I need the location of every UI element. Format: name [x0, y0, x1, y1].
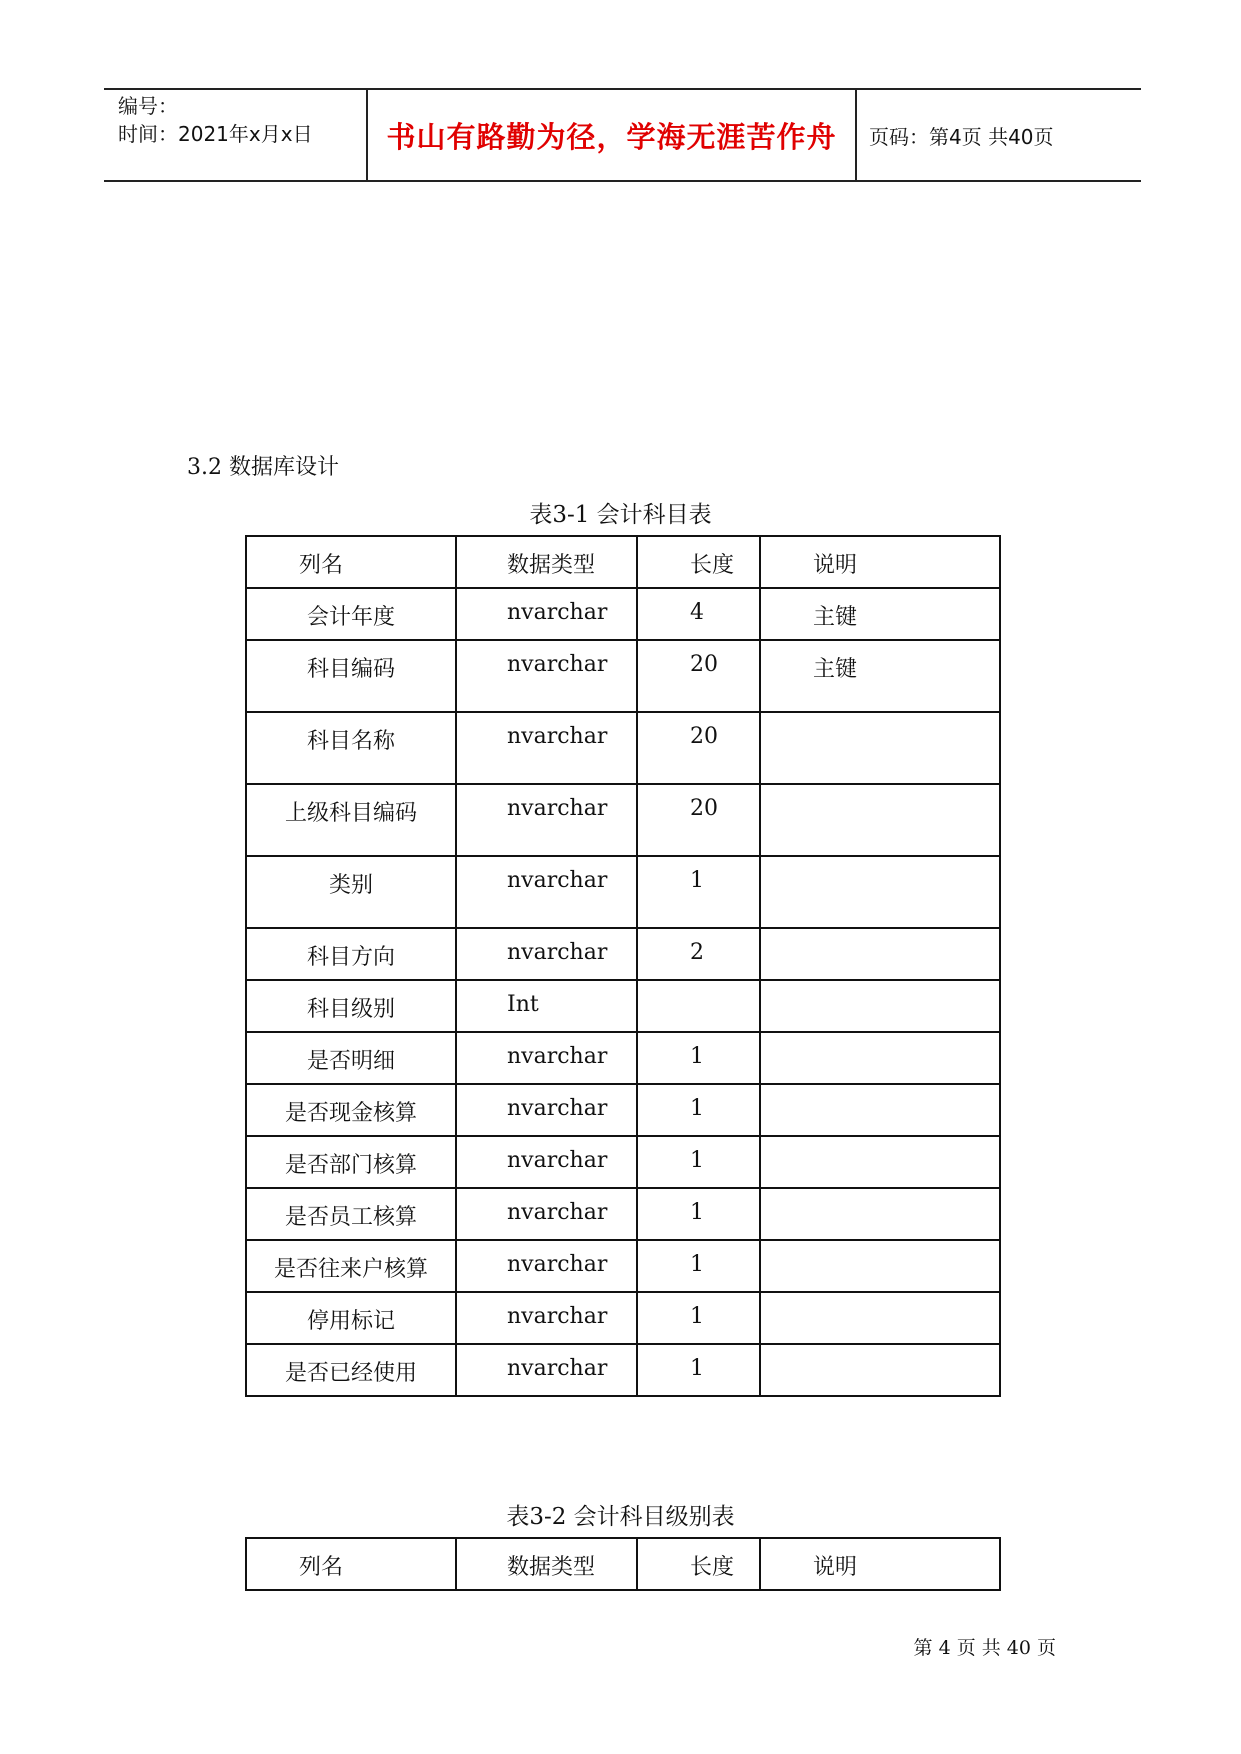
- header-cell-data-type: [456, 1538, 637, 1590]
- cell-text: nvarchar: [507, 796, 608, 821]
- cell-data-type: [456, 980, 637, 1032]
- cell-text: 1: [690, 868, 704, 893]
- cell-data-type: [456, 1188, 637, 1240]
- cell-text: 数据类型: [507, 1555, 596, 1580]
- account-subject-table: [245, 535, 1001, 1397]
- account-subject-row: [246, 640, 1000, 712]
- cell-description: [760, 856, 1000, 928]
- cell-description: [760, 1032, 1000, 1084]
- cell-data-type: [456, 1240, 637, 1292]
- header-cell-data-type: [456, 536, 637, 588]
- cell-text: 20: [690, 724, 718, 749]
- table2-caption: 表3-2 会计科目级别表: [506, 1504, 735, 1530]
- account-subject-row: [246, 588, 1000, 640]
- header-time-label: 时间：2021年x月x日: [118, 122, 313, 146]
- cell-description: [760, 640, 1000, 712]
- header-meta: [104, 90, 368, 180]
- subject-level-header-row: [246, 1538, 1000, 1590]
- cell-text: 4: [690, 600, 704, 625]
- cell-text: 长度: [690, 1555, 735, 1580]
- header-motto: 书山有路勤为径，学海无涯苦作舟: [368, 90, 857, 180]
- cell-text: 类别: [328, 873, 373, 898]
- cell-description: [760, 712, 1000, 784]
- cell-text: nvarchar: [507, 1252, 608, 1277]
- cell-text: 是否现金核算: [284, 1101, 417, 1126]
- cell-text: Int: [507, 992, 539, 1017]
- cell-description: [760, 1136, 1000, 1188]
- cell-description: [760, 784, 1000, 856]
- account-subject-row: [246, 1032, 1000, 1084]
- cell-data-type: [456, 588, 637, 640]
- cell-data-type: [456, 640, 637, 712]
- cell-text: nvarchar: [507, 1304, 608, 1329]
- account-subject-row: [246, 1136, 1000, 1188]
- cell-text: 是否部门核算: [284, 1153, 417, 1178]
- cell-length: [637, 1188, 760, 1240]
- cell-text: [761, 1189, 999, 1200]
- header-number-label: 编号：: [118, 94, 178, 118]
- cell-text: 1: [690, 1044, 704, 1069]
- cell-text: 1: [690, 1148, 704, 1173]
- cell-text: 停用标记: [306, 1309, 395, 1334]
- cell-text: 数据类型: [507, 553, 596, 578]
- cell-text: 1: [690, 1200, 704, 1225]
- account-subject-row: [246, 928, 1000, 980]
- cell-data-type: [456, 1032, 637, 1084]
- cell-text: 科目名称: [306, 729, 395, 754]
- section-title: 3.2 数据库设计: [187, 455, 339, 480]
- cell-text: [761, 713, 999, 724]
- cell-column-name: [246, 1032, 456, 1084]
- cell-column-name: [246, 588, 456, 640]
- account-subject-row: [246, 784, 1000, 856]
- cell-data-type: [456, 784, 637, 856]
- subject-level-table-body: [246, 1538, 1000, 1590]
- account-subject-row: [246, 1084, 1000, 1136]
- cell-length: [637, 640, 760, 712]
- cell-column-name: [246, 1136, 456, 1188]
- cell-text: 说明: [813, 1555, 858, 1580]
- cell-text: 会计年度: [306, 605, 395, 630]
- cell-data-type: [456, 1084, 637, 1136]
- cell-data-type: [456, 1344, 637, 1396]
- cell-text: 科目编码: [306, 657, 395, 682]
- cell-length: [637, 1292, 760, 1344]
- header-cell-length: [637, 1538, 760, 1590]
- cell-column-name: [246, 712, 456, 784]
- cell-data-type: [456, 712, 637, 784]
- cell-length: [637, 980, 760, 1032]
- cell-length: [637, 1240, 760, 1292]
- cell-text: nvarchar: [507, 724, 608, 749]
- header-cell-description: [760, 1538, 1000, 1590]
- header-page-label: 页码：第4页 共40页: [869, 124, 1054, 149]
- cell-text: nvarchar: [507, 940, 608, 965]
- cell-column-name: [246, 1292, 456, 1344]
- account-subject-row: [246, 856, 1000, 928]
- cell-text: 20: [690, 652, 718, 677]
- cell-text: 是否明细: [306, 1049, 395, 1074]
- cell-length: [637, 1136, 760, 1188]
- cell-description: [760, 1188, 1000, 1240]
- cell-text: [761, 1241, 999, 1252]
- cell-text: [761, 1033, 999, 1044]
- cell-column-name: [246, 1084, 456, 1136]
- cell-description: [760, 588, 1000, 640]
- cell-length: [637, 1032, 760, 1084]
- cell-text: 列名: [299, 553, 344, 578]
- cell-description: [760, 1344, 1000, 1396]
- cell-text: nvarchar: [507, 1148, 608, 1173]
- cell-text: [761, 1085, 999, 1096]
- cell-text: 主键: [813, 657, 858, 682]
- cell-text: nvarchar: [507, 1356, 608, 1381]
- cell-text: 说明: [813, 553, 858, 578]
- account-subject-row: [246, 1188, 1000, 1240]
- cell-text: [761, 1293, 999, 1304]
- cell-column-name: [246, 640, 456, 712]
- cell-description: [760, 980, 1000, 1032]
- account-subject-row: [246, 980, 1000, 1032]
- cell-text: 1: [690, 1356, 704, 1381]
- cell-text: 长度: [690, 553, 735, 578]
- account-subject-header-row: [246, 536, 1000, 588]
- cell-text: nvarchar: [507, 652, 608, 677]
- cell-text: nvarchar: [507, 1200, 608, 1225]
- cell-description: [760, 1240, 1000, 1292]
- cell-column-name: [246, 928, 456, 980]
- header-cell-column-name: [246, 1538, 456, 1590]
- table1-caption: 表3-1 会计科目表: [529, 502, 712, 528]
- cell-text: 主键: [813, 605, 858, 630]
- cell-text: [761, 857, 999, 868]
- cell-text: [638, 981, 759, 992]
- cell-text: 列名: [299, 1555, 344, 1580]
- page-header: [104, 88, 1141, 182]
- cell-description: [760, 928, 1000, 980]
- header-cell-length: [637, 536, 760, 588]
- cell-description: [760, 1292, 1000, 1344]
- cell-data-type: [456, 1136, 637, 1188]
- cell-text: 1: [690, 1252, 704, 1277]
- cell-text: 科目级别: [306, 997, 395, 1022]
- cell-length: [637, 712, 760, 784]
- account-subject-row: [246, 1240, 1000, 1292]
- cell-length: [637, 588, 760, 640]
- cell-text: [761, 929, 999, 940]
- cell-text: 2: [690, 940, 704, 965]
- cell-text: 科目方向: [306, 945, 395, 970]
- cell-data-type: [456, 928, 637, 980]
- cell-description: [760, 1084, 1000, 1136]
- header-cell-description: [760, 536, 1000, 588]
- cell-text: [761, 1345, 999, 1356]
- cell-text: [761, 1137, 999, 1148]
- cell-text: 是否已经使用: [284, 1361, 417, 1386]
- account-subject-table-body: [246, 536, 1000, 1396]
- cell-text: [761, 785, 999, 796]
- cell-text: nvarchar: [507, 1044, 608, 1069]
- cell-length: [637, 784, 760, 856]
- cell-column-name: [246, 1344, 456, 1396]
- cell-length: [637, 1344, 760, 1396]
- cell-text: nvarchar: [507, 868, 608, 893]
- cell-column-name: [246, 784, 456, 856]
- header-cell-column-name: [246, 536, 456, 588]
- cell-length: [637, 1084, 760, 1136]
- cell-column-name: [246, 1240, 456, 1292]
- cell-text: 上级科目编码: [284, 801, 417, 826]
- cell-data-type: [456, 1292, 637, 1344]
- subject-level-table: [245, 1537, 1001, 1591]
- cell-text: 1: [690, 1304, 704, 1329]
- cell-text: nvarchar: [507, 600, 608, 625]
- account-subject-row: [246, 712, 1000, 784]
- cell-column-name: [246, 980, 456, 1032]
- cell-text: 1: [690, 1096, 704, 1121]
- page-footer: 第 4 页 共 40 页: [913, 1637, 1056, 1659]
- cell-text: 是否往来户核算: [273, 1257, 428, 1282]
- account-subject-row: [246, 1344, 1000, 1396]
- cell-column-name: [246, 856, 456, 928]
- cell-text: nvarchar: [507, 1096, 608, 1121]
- cell-column-name: [246, 1188, 456, 1240]
- account-subject-row: [246, 1292, 1000, 1344]
- cell-length: [637, 928, 760, 980]
- cell-text: 是否员工核算: [284, 1205, 417, 1230]
- cell-data-type: [456, 856, 637, 928]
- cell-text: [761, 981, 999, 992]
- cell-length: [637, 856, 760, 928]
- cell-text: 20: [690, 796, 718, 821]
